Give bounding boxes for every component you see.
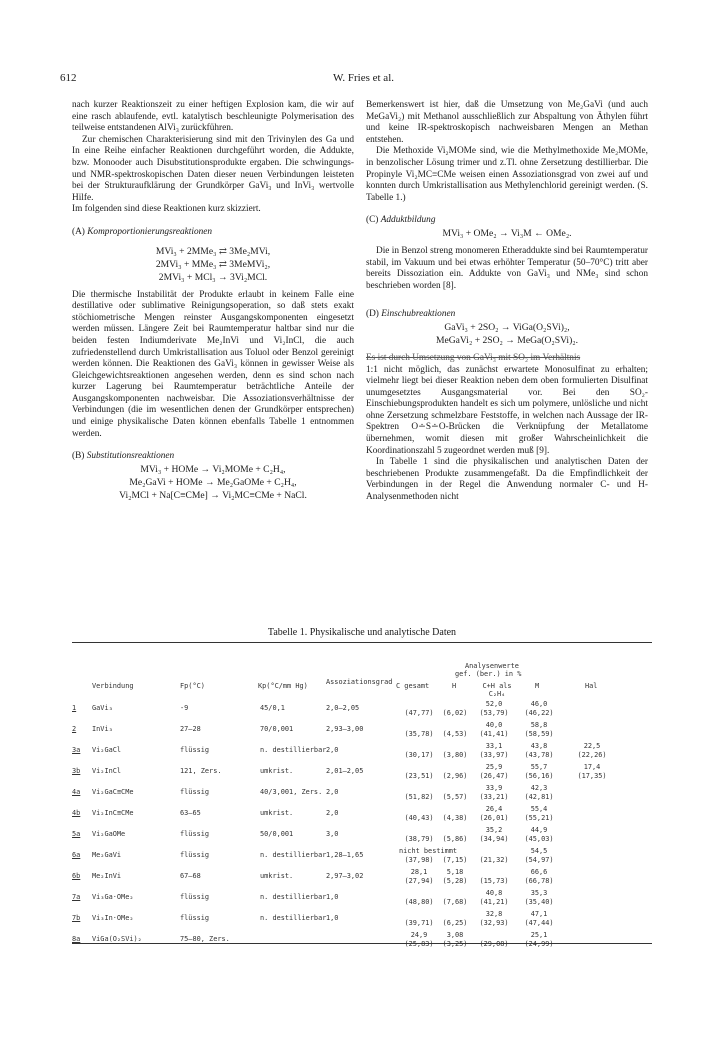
table-bottom-rule xyxy=(72,943,652,944)
cell-kp: umkrist. xyxy=(260,767,294,775)
right-column xyxy=(366,100,648,504)
equation: Me₂GaVi + HOMe → Me₂GaOMe + C₂H₄, xyxy=(129,476,297,488)
section-heading-c: (C) Adduktbildung xyxy=(366,215,436,226)
cell-kp: umkrist. xyxy=(260,809,294,817)
cell-ch-found: 32,8 xyxy=(485,910,503,918)
cell-m-calc: (46,22) xyxy=(524,709,554,717)
column-header: C gesamt xyxy=(396,682,430,690)
cell-ch-calc: (15,73) xyxy=(479,877,509,885)
cell-as: 1,28–1,65 xyxy=(326,851,364,859)
cell-ch-found: 33,9 xyxy=(485,784,503,792)
cell-ch-found: 35,2 xyxy=(485,826,503,834)
cell-h-calc: (3,25) xyxy=(442,940,468,948)
cell-ch-calc: (34,94) xyxy=(479,835,509,843)
cell-fp: 121, Zers. xyxy=(180,767,222,775)
cell-m-found: 46,0 xyxy=(530,700,548,708)
equation: 2MVi₃ + MCl₃ → 3Vi₂MCl. xyxy=(158,271,268,283)
cell-fp: flüssig xyxy=(180,893,210,901)
cell-as: 3,0 xyxy=(326,830,339,838)
cell-as: 1,0 xyxy=(326,914,339,922)
paragraph: Die Methoxide Vi₂MOMe sind, wie die Methylmethoxide Me₂MOMe, in benzolischer Lösung trimer und z.Tl. ohne Zersetzung destillierbar. Die Propinyle Vi₂MC≡CMe weisen einen Assoziationsgrad von zwei auf und konnten durch Umkristallisation aus Methylenchlorid gereinigt werden. (S. Tabelle 1.) xyxy=(366,146,648,203)
table-row xyxy=(72,805,662,828)
equation: MeGaVi₂ + 2SO₂ → MeGa(O₂SVi)₂. xyxy=(435,334,579,346)
cell-fp: flüssig xyxy=(180,788,210,796)
cell-kp: n. destillierbar xyxy=(260,746,327,754)
cell-m-calc: (54,97) xyxy=(524,856,554,864)
cell-cmp: GaVi₃ xyxy=(92,704,113,712)
paragraph: Die in Benzol streng monomeren Etheraddukte sind bei Raumtemperatur stabil, im Vakuum und bei etwas erhöhter Temperatur (50–70°C) tritt aber bereits Dissoziation ein. Addukte von GaVi₃ und NMe₃ sind schon beschrieben worden [8]. xyxy=(366,245,648,291)
cell-kp: 70/0,001 xyxy=(260,725,294,733)
section-heading-d: (D) Einschubreaktionen xyxy=(366,309,456,320)
column-header: Kp(°C/mm Hg) xyxy=(258,682,308,690)
cell-ch-found: 26,4 xyxy=(485,805,503,813)
cell-m-found: 54,5 xyxy=(530,847,548,855)
cell-kp: 40/3,001, Zers. xyxy=(260,788,323,796)
section-heading-b: (B) Substitutionsreaktionen xyxy=(72,451,175,462)
left-column xyxy=(72,100,354,502)
cell-no: 4b xyxy=(72,809,81,817)
cell-no: 1 xyxy=(72,704,77,712)
cell-h-calc: (5,28) xyxy=(442,877,468,885)
equation: Vi₂MCl + Na[C≡CMe] → Vi₂MC≡CMe + NaCl. xyxy=(119,489,307,501)
table-top-rule xyxy=(72,642,652,643)
cell-cmp: InVi₃ xyxy=(92,725,113,733)
cell-as: 1,0 xyxy=(326,893,339,901)
cell-fp: flüssig xyxy=(180,830,210,838)
cell-cg-calc: (48,80) xyxy=(404,898,434,906)
equation: GaVi₃ + 2SO₂ → ViGa(O₂SVi)₂, xyxy=(444,321,570,333)
cell-m-found: 55,7 xyxy=(530,763,548,771)
cell-ch-calc: (33,97) xyxy=(479,751,509,759)
cell-m-found: 58,8 xyxy=(530,721,548,729)
cell-ch-calc: (29,08) xyxy=(479,940,509,948)
cell-m-found: 55,4 xyxy=(530,805,548,813)
cell-fp: flüssig xyxy=(180,851,210,859)
cell-kp: n. destillierbar xyxy=(260,851,327,859)
cell-cmp: ViGa(O₂SVi)₂ xyxy=(92,935,142,943)
cell-m-found: 35,3 xyxy=(530,889,548,897)
cell-h-calc: (4,38) xyxy=(442,814,468,822)
cell-kp: 45/0,1 xyxy=(260,704,285,712)
cell-kp: n. destillierbar xyxy=(260,914,327,922)
cell-m-calc: (24,99) xyxy=(524,940,554,948)
cell-cmp: Vi₂GaCl xyxy=(92,746,122,754)
cell-fp: 75–80, Zers. xyxy=(180,935,230,943)
cell-m-calc: (55,21) xyxy=(524,814,554,822)
cell-kp: umkrist. xyxy=(260,872,294,880)
cell-cg-calc: (35,78) xyxy=(404,730,434,738)
struck-line: Es ist durch Umsetzung von GaVi₃ mit SO₂ im Verhältnis xyxy=(366,352,581,363)
cell-m-calc: (66,78) xyxy=(524,877,554,885)
table-row xyxy=(72,826,662,849)
cell-m-calc: (56,16) xyxy=(524,772,554,780)
cell-h-calc: (6,02) xyxy=(442,709,468,717)
page-header xyxy=(60,72,667,88)
cell-h-calc: (7,15) xyxy=(442,856,468,864)
cell-cg-calc: (25,83) xyxy=(404,940,434,948)
cell-fp: -9 xyxy=(180,704,189,712)
cell-cg-calc: (47,77) xyxy=(404,709,434,717)
cell-as: 2,01–2,05 xyxy=(326,767,364,775)
equation: MVi₃ + HOMe → Vi₂MOMe + C₂H₄, xyxy=(140,463,286,475)
paragraph: In Tabelle 1 sind die physikalischen und analytischen Daten der beschriebenen Produkte zusammengefaßt. Da die Empfindlichkeit der Verbindungen in der Regel die Anwendung normaler C- und H-Analysenmethoden nicht xyxy=(366,457,648,503)
cell-cg-found: 24,9 xyxy=(410,931,428,939)
table-row xyxy=(72,847,662,870)
cell-no: 3b xyxy=(72,767,81,775)
cell-as: 2,93–3,00 xyxy=(326,725,364,733)
page-number: 612 xyxy=(60,72,77,84)
cell-ch-calc: (53,79) xyxy=(479,709,509,717)
paragraph: Bemerkenswert ist hier, daß die Umsetzung von Me₂GaVi (und auch MeGaVi₂) mit Methanol ausschließlich zur Abspaltung von Äthylen führt und keine IR-spektroskopisch nachweisbaren Mengen an Methan entstehen. xyxy=(366,100,648,145)
cell-cg-calc: (40,43) xyxy=(404,814,434,822)
cell-cg-calc: (27,94) xyxy=(404,877,434,885)
cell-ch-calc: (26,47) xyxy=(479,772,509,780)
cell-fp: flüssig xyxy=(180,914,210,922)
cell-cmp: Vi₂InCl xyxy=(92,767,122,775)
cell-cmp: Me₂InVi xyxy=(92,872,122,880)
equation: 2MVi₃ + MMe₃ ⇄ 3MeMVi₂, xyxy=(155,258,271,270)
cell-no: 5a xyxy=(72,830,81,838)
cell-m-found: 66,6 xyxy=(530,868,548,876)
cell-h-calc: (5,57) xyxy=(442,793,468,801)
cell-m-found: 44,9 xyxy=(530,826,548,834)
column-header: C+H als C₂H₄ xyxy=(482,682,512,698)
cell-ch-calc: (33,21) xyxy=(479,793,509,801)
cell-no: 4a xyxy=(72,788,81,796)
cell-ch-calc: (21,32) xyxy=(479,856,509,864)
cell-m-found: 25,1 xyxy=(530,931,548,939)
cell-cg-calc: (30,17) xyxy=(404,751,434,759)
cell-m-calc: (43,78) xyxy=(524,751,554,759)
cell-hal-found: 22,5 xyxy=(583,742,601,750)
cell-no: 8a xyxy=(72,935,81,943)
column-header: Hal xyxy=(585,682,598,690)
cell-ch-found: 52,0 xyxy=(485,700,503,708)
cell-no: 2 xyxy=(72,725,77,733)
column-header: M xyxy=(535,682,540,690)
cell-m-calc: (42,81) xyxy=(524,793,554,801)
cell-cmp: Vi₂GaC≡CMe xyxy=(92,788,134,796)
equation: MVi₃ + 2MMe₃ ⇄ 3Me₂MVi, xyxy=(155,245,271,257)
cell-cg-calc: (38,79) xyxy=(404,835,434,843)
column-header: H xyxy=(452,682,457,690)
cell-fp: 27–28 xyxy=(180,725,201,733)
table-row xyxy=(72,763,662,786)
cell-m-calc: (45,03) xyxy=(524,835,554,843)
table-row xyxy=(72,700,662,723)
paragraph: Die thermische Instabilität der Produkte erlaubt in keinem Falle eine destillative oder sublimative Reinigungsoperation, so daß stets exakt stöchiometrische Mengen reinster Ausgangskomponenten eingesetzt werden müssen. Längere Zeit bei Raumtemperatur haltbar sind nur die beiden festen Indiumderivate Me₂InVi und Vi₂InCl, die auch zufriedenstellend durch Umkristallisation aus Toluol oder Benzol gereinigt werden können. Die Reaktionen des GaVi₃ können in gewisser Weise als Gleichgewichtsreaktionen angesehen werden, denn es sind schon nach kurzer Lagerung bei Raumtemperatur beträchtliche Anteile der Ausgangskomponenten nachweisbar. Die Assoziationsverhältnisse der Verbindungen (die im wesentlichen denen der Grundkörper entsprechen) und einige physikalische Daten können ebenfalls Tabelle 1 entnommen werden. xyxy=(72,289,354,439)
cell-m-found: 43,8 xyxy=(530,742,548,750)
cell-h-found: 5,18 xyxy=(446,868,464,876)
column-header: Verbindung xyxy=(92,682,134,690)
paragraph: Zur chemischen Charakterisierung sind mit den Trivinylen des Ga und In eine Reihe einfacher Reaktionen durchgeführt worden, die Addukte, bzw. Monooder auch Disubstitutionsprodukte ergaben. Die schwingungs- und NMR-spektroskopischen Daten dieser neuen Verbindungen leisteten bei der Strukturaufklärung der Grundkörper GaVi₃ und InVi₃ wertvolle Hilfe. xyxy=(72,134,354,203)
cell-cmp: Vi₂GaOMe xyxy=(92,830,126,838)
cell-as: 2,0–2,05 xyxy=(326,704,360,712)
cell-no: 7b xyxy=(72,914,81,922)
group-header: Analysenwerte xyxy=(465,662,519,670)
cell-as: 2,0 xyxy=(326,746,339,754)
group-subheader: gef. (ber.) in % xyxy=(455,670,522,678)
cell-m-calc: (47,44) xyxy=(524,919,554,927)
cell-no: 7a xyxy=(72,893,81,901)
cell-ch-calc: (41,21) xyxy=(479,898,509,906)
cell-h-calc: (2,96) xyxy=(442,772,468,780)
cell-cg-found: nicht bestimmt xyxy=(399,847,458,855)
cell-h-calc: (5,86) xyxy=(442,835,468,843)
cell-ch-calc: (32,93) xyxy=(479,919,509,927)
cell-ch-found: 25,9 xyxy=(485,763,503,771)
cell-h-calc: (4,53) xyxy=(442,730,468,738)
cell-fp: 63–65 xyxy=(180,809,201,817)
cell-no: 6a xyxy=(72,851,81,859)
cell-fp: flüssig xyxy=(180,746,210,754)
table-row xyxy=(72,868,662,891)
cell-kp: 50/0,001 xyxy=(260,830,294,838)
cell-h-calc: (7,68) xyxy=(442,898,468,906)
cell-hal-calc: (17,35) xyxy=(577,772,607,780)
cell-no: 3a xyxy=(72,746,81,754)
table-row xyxy=(72,742,662,765)
paragraph: nach kurzer Reaktionszeit zu einer heftigen Explosion kam, die wir auf eine rasch ablaufende, evtl. katalytisch beschleunigte Polymerisation des teilweise entstandenen AlVi₃ zurückführen. xyxy=(72,100,354,134)
cell-m-found: 47,1 xyxy=(530,910,548,918)
cell-m-calc: (35,40) xyxy=(524,898,554,906)
cell-cg-calc: (23,51) xyxy=(404,772,434,780)
cell-ch-found: 40,0 xyxy=(485,721,503,729)
section-heading-a: (A) Komproportionierungsreaktionen xyxy=(72,226,213,237)
cell-m-found: 42,3 xyxy=(530,784,548,792)
cell-cmp: Vi₂InC≡CMe xyxy=(92,809,134,817)
cell-ch-calc: (41,41) xyxy=(479,730,509,738)
cell-cg-calc: (37,98) xyxy=(404,856,434,864)
cell-no: 6b xyxy=(72,872,81,880)
cell-as: 2,0 xyxy=(326,788,339,796)
cell-cmp: Vi₃In·OMe₂ xyxy=(92,914,134,922)
cell-as: 2,97–3,02 xyxy=(326,872,364,880)
paragraph: 1:1 nicht möglich, das zunächst erwartete Monosulfinat zu erhalten; vielmehr liegt bei dieser Reaktion neben dem oben formulierten Disulfinat unumgesetztes Ausgangsmaterial vor. Bei den SO₂-Einschiebungsprodukten handelt es sich um polymere, unlösliche und nicht ohne Zersetzung schmelzbare Feststoffe, in welchen nach Aussage der IR-Spektren O∸S∸O-Brücken die Verknüpfung der Metallatome übernehmen, womit diesen mit großer Wahrscheinlichkeit die Koordinationszahl 5 zugeordnet werden muß [9]. xyxy=(366,364,648,456)
cell-cg-calc: (39,71) xyxy=(404,919,434,927)
cell-as: 2,0 xyxy=(326,809,339,817)
cell-h-calc: (6,25) xyxy=(442,919,468,927)
cell-cmp: Me₂GaVi xyxy=(92,851,122,859)
cell-cg-calc: (51,82) xyxy=(404,793,434,801)
cell-hal-calc: (22,26) xyxy=(577,751,607,759)
cell-hal-found: 17,4 xyxy=(583,763,601,771)
column-header: Assoziationsgrad xyxy=(326,678,393,686)
cell-cmp: Vi₃Ga·OMe₂ xyxy=(92,893,134,901)
cell-h-found: 3,08 xyxy=(446,931,464,939)
running-title: W. Fries et al. xyxy=(333,72,394,84)
cell-ch-calc: (26,01) xyxy=(479,814,509,822)
table-row xyxy=(72,889,662,912)
paragraph: Im folgenden sind diese Reaktionen kurz skizziert. xyxy=(72,204,261,215)
column-header: Fp(°C) xyxy=(180,682,205,690)
table-row xyxy=(72,784,662,807)
cell-h-calc: (3,80) xyxy=(442,751,468,759)
cell-ch-found: 33,1 xyxy=(485,742,503,750)
cell-fp: 67–68 xyxy=(180,872,201,880)
cell-cg-found: 28,1 xyxy=(410,868,428,876)
table-caption: Tabelle 1. Physikalische und analytische Daten xyxy=(267,627,457,638)
equation: MVi₃ + OMe₂ → Vi₃M ← OMe₂. xyxy=(442,227,572,239)
table-row xyxy=(72,721,662,744)
cell-m-calc: (58,59) xyxy=(524,730,554,738)
table-row xyxy=(72,910,662,933)
cell-kp: n. destillierbar xyxy=(260,893,327,901)
cell-ch-found: 40,8 xyxy=(485,889,503,897)
